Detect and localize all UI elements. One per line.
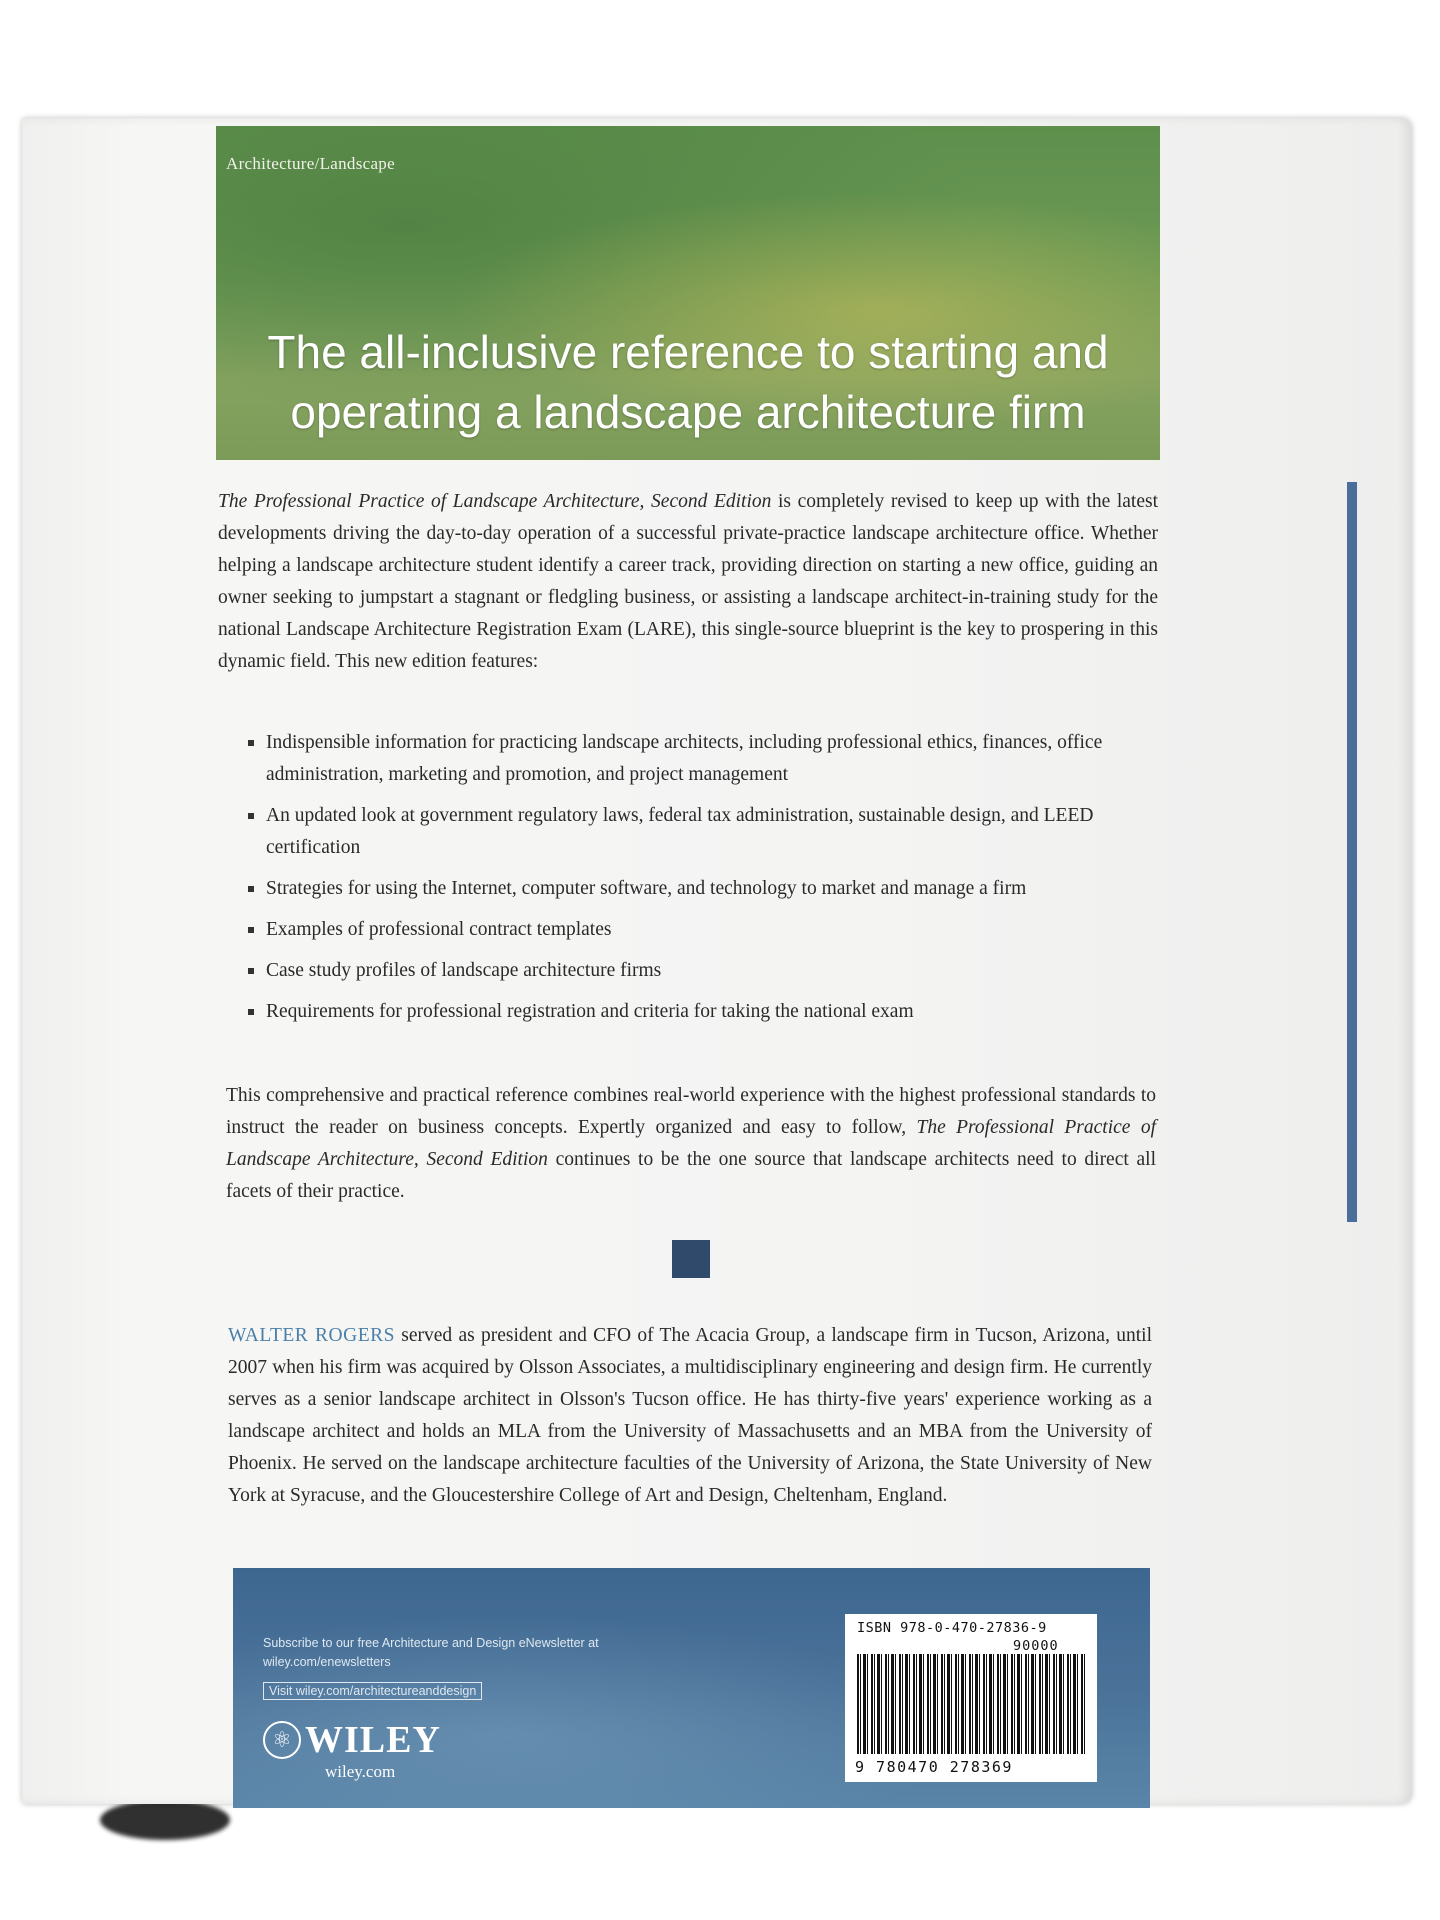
- feature-item: Requirements for professional registration and criteria for taking the national exam: [248, 996, 1128, 1028]
- author-bio: [228, 1320, 1152, 1512]
- barcode-box: [845, 1614, 1097, 1782]
- book-title-italic: The Professional Practice of Landscape Architecture, Second Edition: [218, 491, 772, 512]
- author-bio-text: served as president and CFO of The Acacia Group, a landscape firm in Tucson, Arizona, until 2007 when his firm was acquired by Olsson Associates, a multidisciplinary engineering and design firm. He currently serves as a senior landscape architect in Olsson's Tucson office. He has thirty-five years' experience working as a landscape architect and holds an MLA from the University of Massachusetts and an MBA from the University of Phoenix. He served on the landscape architecture faculties of the University of Arizona, the State University of New York at Syracuse, and the Gloucestershire College of Art and Design, Cheltenham, England.: [228, 1325, 1152, 1506]
- intro-text: is completely revised to keep up with the latest developments driving the day-to-day operation of a successful private-practice landscape architecture office. Whether helping a landscape architecture student identify a career track, providing direction on starting a new office, guiding an owner seeking to jumpstart a stagnant or fledgling business, or assisting a landscape architect-in-training study for the national Landscape Architecture Registration Exam (LARE), this single-source blueprint is the key to prospering in this dynamic field. This new edition features:: [218, 491, 1158, 672]
- isbn-text: ISBN 978-0-470-27836-9: [857, 1620, 1047, 1636]
- feature-item: An updated look at government regulatory laws, federal tax administration, sustainable design, and LEED certification: [248, 800, 1128, 864]
- feature-item: Examples of professional contract templates: [248, 914, 1128, 946]
- headline-line-1: The all-inclusive reference to starting and: [267, 326, 1109, 378]
- price-code: 90000: [1013, 1638, 1059, 1654]
- headline: [216, 322, 1160, 442]
- summary-text-before: This comprehensive and practical reference combines real-world experience with the highest professional standards to instruct the reader on business concepts. Expertly organized and easy to follow,: [226, 1085, 1156, 1138]
- publisher-panel: [233, 1568, 1150, 1808]
- spine-accent-bar: [1347, 482, 1357, 1222]
- summary-paragraph: [226, 1080, 1156, 1208]
- feature-list: [248, 727, 1128, 1037]
- headline-line-2: operating a landscape architecture firm: [290, 386, 1086, 438]
- publisher-url: wiley.com: [325, 1762, 396, 1781]
- wiley-logo-text: WILEY: [305, 1719, 441, 1761]
- feature-item: Strategies for using the Internet, computer software, and technology to market and manage a firm: [248, 873, 1128, 905]
- book-title-italic: The Professional Practice of Landscape Architecture, Second Edition: [226, 1117, 1156, 1170]
- newsletter-text: [263, 1634, 599, 1672]
- ean-digits: 9 780470 278369: [855, 1758, 1013, 1776]
- wiley-emblem-icon: ⚛: [263, 1721, 301, 1759]
- divider-square: [672, 1240, 710, 1278]
- summary-text-after: continues to be the one source that landscape architects need to direct all facets of their practice.: [226, 1149, 1156, 1202]
- intro-paragraph: [218, 486, 1158, 678]
- newsletter-line-2: wiley.com/enewsletters: [263, 1655, 391, 1669]
- table-shadow: [100, 1800, 230, 1840]
- wiley-logo: [263, 1718, 441, 1762]
- newsletter-line-1: Subscribe to our free Architecture and Design eNewsletter at: [263, 1636, 599, 1650]
- category-label: Architecture/Landscape: [226, 154, 395, 173]
- feature-item: Indispensible information for practicing landscape architects, including professional ethics, finances, office administration, marketing and promotion, and project management: [248, 727, 1128, 791]
- feature-item: Case study profiles of landscape architecture firms: [248, 955, 1128, 987]
- cover-header-panel: [216, 126, 1160, 460]
- visit-website-box: Visit wiley.com/architectureanddesign: [263, 1682, 482, 1700]
- author-name: WALTER ROGERS: [228, 1325, 395, 1346]
- barcode-bars: [857, 1654, 1085, 1754]
